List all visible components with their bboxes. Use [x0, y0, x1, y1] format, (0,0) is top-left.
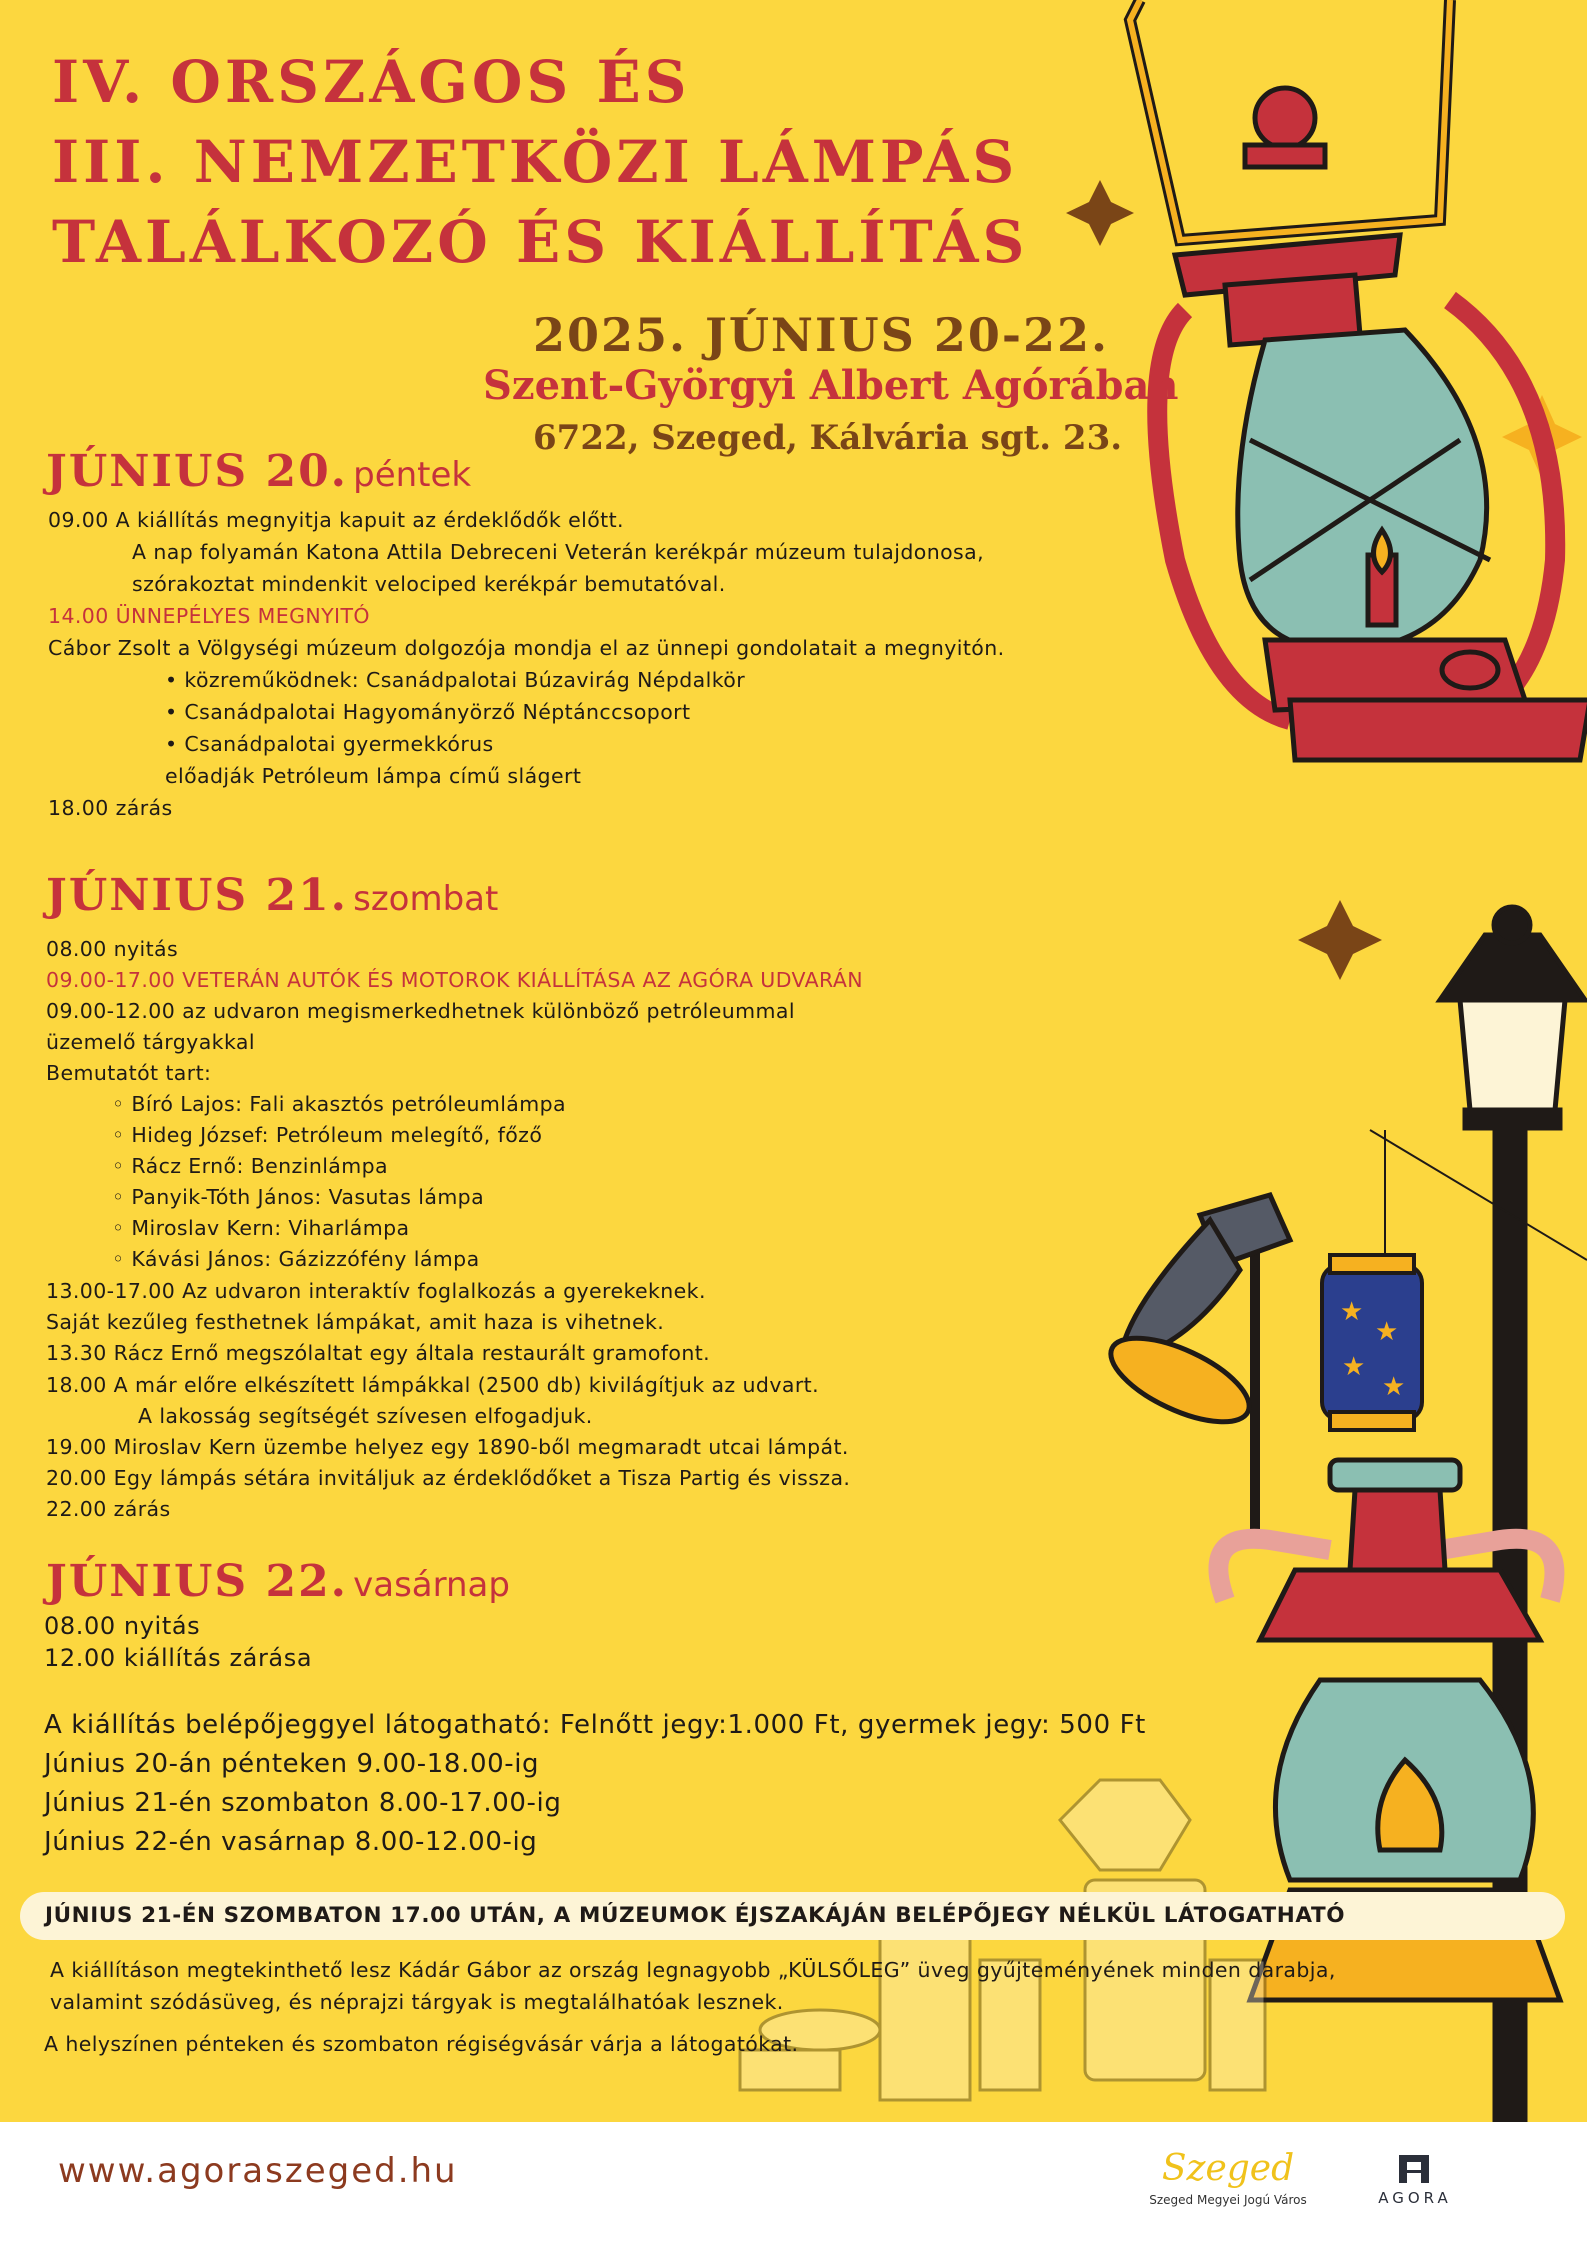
day3-item: 12.00 kiállítás zárása — [44, 1644, 313, 1672]
ticket-info: A kiállítás belépőjeggyel látogatható: Felnőtt jegy:1.000 Ft, gyermek jegy: 500 Ft — [44, 1710, 1146, 1740]
day2-presenter: ◦ Bíró Lajos: Fali akasztós petróleumlámpa — [112, 1092, 567, 1116]
day1-item: 09.00 A kiállítás megnyitja kapuit az érdeklődők előtt. — [48, 508, 624, 532]
day1-bullet: • Csanádpalotai Hagyományörző Néptánccsoport — [165, 700, 691, 724]
day2-item: 22.00 zárás — [46, 1497, 171, 1521]
website-link[interactable]: www.agoraszeged.hu — [58, 2151, 458, 2191]
day1-item-highlight: 14.00 ÜNNEPÉLYES MEGNYITÓ — [48, 604, 370, 628]
day2-date: JÚNIUS 21. — [46, 870, 349, 921]
day3-item: 08.00 nyitás — [44, 1612, 201, 1640]
day2-presenter: ◦ Kávási János: Gázizzófény lámpa — [112, 1247, 480, 1271]
day1-bullet: • Csanádpalotai gyermekkórus — [165, 732, 494, 756]
day1-item: A nap folyamán Katona Attila Debreceni Veterán kerékpár múzeum tulajdonosa, — [132, 540, 984, 564]
day3-heading — [46, 1556, 510, 1607]
day3-date: JÚNIUS 22. — [46, 1556, 349, 1607]
day2-item: 13.00-17.00 Az udvaron interaktív foglalkozás a gyerekeknek. — [46, 1279, 706, 1303]
star-lantern — [1322, 1255, 1422, 1430]
event-date: 2025. JÚNIUS 20-22. — [533, 308, 1109, 362]
exhibition-note: A kiállításon megtekinthető lesz Kádár Gábor az ország legnagyobb „KÜLSŐLEG” üveg gyűjteményének minden darabja, — [50, 1958, 1336, 1982]
day2-item: 08.00 nyitás — [46, 937, 179, 961]
day1-item: előadják Petróleum lámpa című slágert — [165, 764, 582, 788]
title-line-1: IV. ORSZÁGOS ÉS — [52, 48, 691, 116]
day2-item: A lakosság segítségét szívesen elfogadjuk. — [138, 1404, 593, 1428]
title-line-3: TALÁLKOZÓ ÉS KIÁLLÍTÁS — [52, 208, 1029, 276]
day2-heading — [46, 870, 498, 921]
hurricane-lantern — [1130, 0, 1587, 760]
day2-item-highlight: 09.00-17.00 VETERÁN AUTÓK ÉS MOTOROK KIÁLLÍTÁSA AZ AGÓRA UDVARÁN — [46, 968, 864, 992]
agora-logo-icon — [1370, 2153, 1460, 2187]
day2-item: 20.00 Egy lámpás sétára invitáljuk az érdeklődőket a Tisza Partig és vissza. — [46, 1466, 851, 1490]
day2-item: 18.00 A már előre elkészített lámpákkal (2500 db) kivilágítjuk az udvart. — [46, 1373, 819, 1397]
desk-lamp — [1099, 1195, 1290, 1530]
szeged-logo — [1128, 2148, 1328, 2207]
day1-item: szórakoztat mindenkit velociped kerékpár bemutatóval. — [132, 572, 726, 596]
day2-presenter: ◦ Panyik-Tóth János: Vasutas lámpa — [112, 1185, 485, 1209]
day2-presenter: ◦ Rácz Ernő: Benzinlámpa — [112, 1154, 389, 1178]
day2-item: 09.00-12.00 az udvaron megismerkedhetnek különböző petróleummal — [46, 999, 795, 1023]
faint-lanterns — [740, 1780, 1265, 2100]
svg-text:★: ★ — [1340, 1297, 1364, 1327]
svg-text:★: ★ — [1375, 1317, 1399, 1347]
day2-item: 13.30 Rácz Ernő megszólaltat egy általa restaurált gramofont. — [46, 1341, 711, 1365]
szeged-logo-text: Szeged — [1161, 2148, 1295, 2189]
day2-item: üzemelő tárgyakkal — [46, 1030, 255, 1054]
opening-hours-saturday: Június 21-én szombaton 8.00-17.00-ig — [44, 1788, 562, 1818]
agora-logo-text: AGORA — [1378, 2189, 1452, 2207]
svg-text:★: ★ — [1382, 1372, 1406, 1402]
day3-weekday: vasárnap — [353, 1565, 510, 1605]
opening-hours-friday: Június 20-án pénteken 9.00-18.00-ig — [44, 1749, 540, 1779]
day1-item: Cábor Zsolt a Völgységi múzeum dolgozója mondja el az ünnepi gondolatait a megnyitón. — [48, 636, 1005, 660]
day2-presenter: ◦ Hideg József: Petróleum melegítő, főző — [112, 1123, 543, 1147]
day2-presenter: ◦ Miroslav Kern: Viharlámpa — [112, 1216, 410, 1240]
event-venue: Szent-Györgyi Albert Agórában — [483, 362, 1179, 409]
title-line-2: III. NEMZETKÖZI LÁMPÁS — [52, 128, 1019, 196]
szeged-logo-caption: Szeged Megyei Jogú Város — [1149, 2193, 1307, 2207]
day1-heading — [46, 446, 471, 497]
day1-bullet: • közreműködnek: Csanádpalotai Búzavirág Népdalkör — [165, 668, 746, 692]
day2-item: Bemutatót tart: — [46, 1061, 212, 1085]
antique-fair-note: A helyszínen pénteken és szombaton régiségvásár várja a látogatókat. — [44, 2032, 799, 2056]
event-address: 6722, Szeged, Kálvária sgt. 23. — [533, 418, 1123, 458]
day2-weekday: szombat — [353, 879, 499, 919]
day2-item: Saját kezűleg festhetnek lámpákat, amit haza is vihetnek. — [46, 1310, 665, 1334]
day1-item: 18.00 zárás — [48, 796, 173, 820]
opening-hours-sunday: Június 22-én vasárnap 8.00-12.00-ig — [44, 1827, 538, 1857]
sparkle-icon — [1066, 180, 1134, 246]
agora-logo — [1370, 2153, 1460, 2207]
day2-item: 19.00 Miroslav Kern üzembe helyez egy 1890-ből megmaradt utcai lámpát. — [46, 1435, 849, 1459]
day1-date: JÚNIUS 20. — [46, 446, 349, 497]
day1-weekday: péntek — [353, 455, 472, 495]
free-entry-banner-text: JÚNIUS 21-ÉN SZOMBATON 17.00 UTÁN, A MÚZEUMOK ÉJSZAKÁJÁN BELÉPŐJEGY NÉLKÜL LÁTOGATHATÓ — [45, 1903, 1346, 1928]
sparkle-icon — [1298, 900, 1382, 980]
svg-text:★: ★ — [1342, 1352, 1366, 1382]
exhibition-note: valamint szódásüveg, és néprajzi tárgyak is megtalálhatóak lesznek. — [50, 1990, 784, 2014]
